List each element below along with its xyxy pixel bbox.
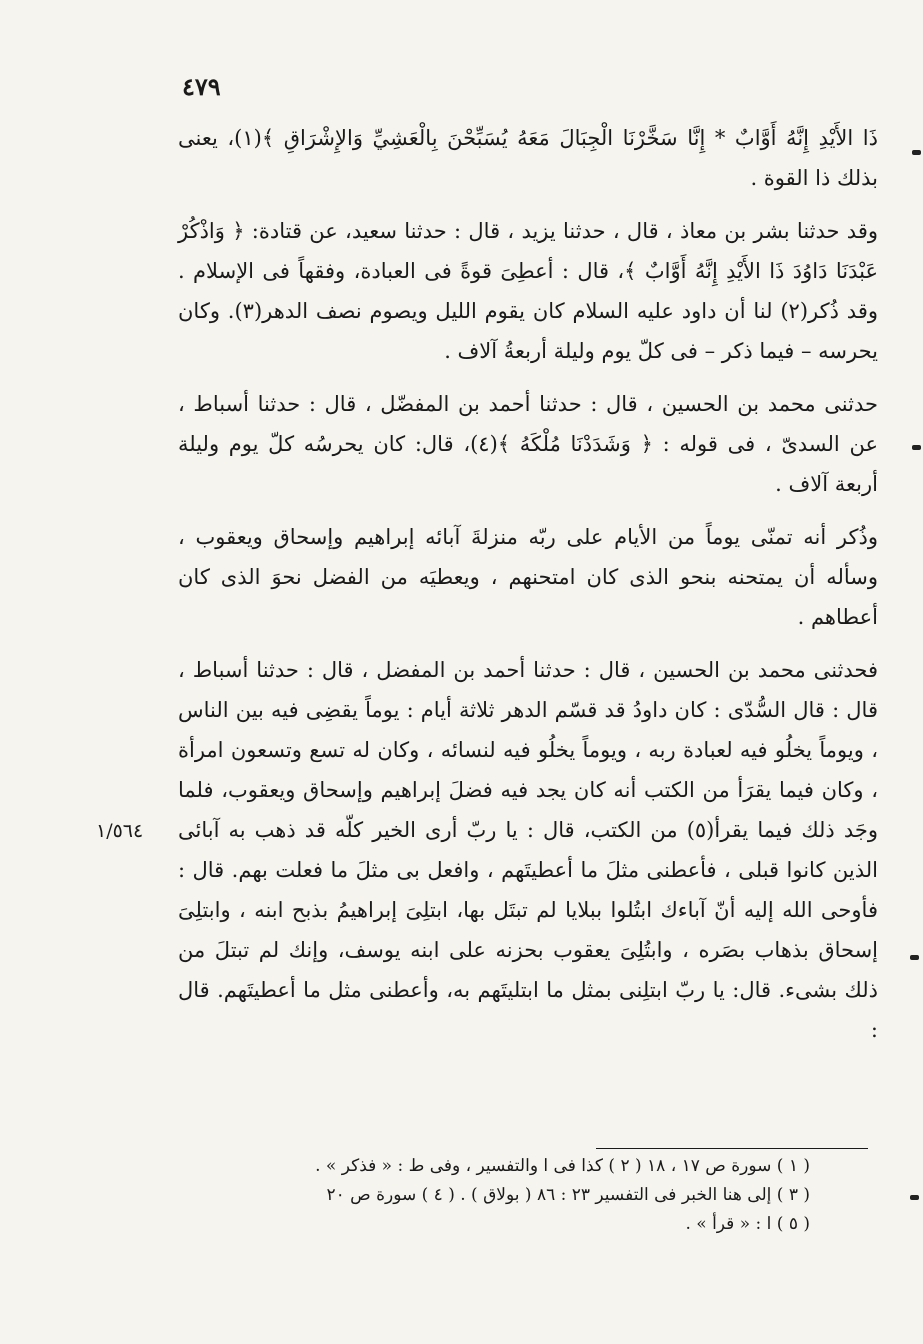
main-text xyxy=(178,118,878,1050)
margin-reference: ١/٥٦٤ xyxy=(96,820,144,842)
scan-edge-mark xyxy=(912,150,921,155)
paragraph-3: حدثنى محمد بن الحسين ، قال : حدثنا أحمد بن المفضّل ، قال : حدثنا أسباط ، عن السدىّ ، فى قوله : ﴿ وَشَدَدْنَا مُلْكَهُ ﴾(٤)، قال: كان يحرسُه كلّ يوم وليلة أربعة آلاف . xyxy=(178,392,878,496)
paragraph-4: وذُكر أنه تمنّى يوماً من الأيام على ربّه منزلةَ آبائه إبراهيم وإسحاق ويعقوب ، وسأله أن يمتحنه بنحو الذى كان امتحنهم ، ويعطيَه من الفضل نحوَ الذى كان أعطاهم . xyxy=(178,525,878,629)
paragraph-5: فحدثنى محمد بن الحسين ، قال : حدثنا أحمد بن المفضل ، قال : حدثنا أسباط ، قال : قال السُّدّى : كان داودُ قد قسّم الدهر ثلاثة أيام : يوماً يقضِى فيه بين الناس ، ويوماً يخلُو فيه لعبادة ربه ، ويوماً يخلُو فيه لنسائه ، وكان له تسع وتسعون امرأة ، وكان فيما يقرَأ من الكتب أنه كان يجد فيه فضلَ إبراهيم وإسحاق ويعقوب، فلما وجَد ذلك فيما يقرأ(٥) من الكتب، قال : يا ربّ أرى الخير كلّه قد ذهب به آبائى الذين كانوا قبلى ، فأعطنى مثلَ ما أعطيتَهم ، وافعل بى مثلَ ما فعلت بهم. قال : فأوحى الله إليه أنّ آباءك ابتُلوا ببلايا لم تبتَل بها، ابتلِىَ إبراهيمُ بذبح ابنه ، وابتلِىَ إسحاق بذهاب بصَره ، وابتُلِىَ يعقوب بحزنه على ابنه يوسف، وإنك لم تبتلَ من ذلك بشىء. قال: يا ربّ ابتلِنى بمثل ما ابتليتَهم به، وأعطنى مثل ما أعطيتَهم. قال : xyxy=(178,658,878,1042)
footnote-line-1: ( ١ ) سورة ص ١٧ ، ١٨ ( ٢ ) كذا فى ا والتفسير ، وفى ط : « فذكر » . xyxy=(315,1156,810,1176)
footnote-line-3: ( ٥ ) ا : « قرأ » . xyxy=(685,1214,810,1234)
footnote-divider xyxy=(596,1148,868,1149)
footnotes xyxy=(230,1152,810,1239)
scan-edge-mark xyxy=(910,1195,919,1200)
scan-edge-mark xyxy=(910,955,919,960)
paragraph-2: وقد حدثنا بشر بن معاذ ، قال ، حدثنا يزيد ، قال : حدثنا سعيد، عن قتادة: ﴿ وَاذْكُرْ عَبْدَنَا دَاوُدَ ذَا الأَيْدِ إِنَّهُ أَوَّابٌ ﴾، قال : أعطِىَ قوةً فى العبادة، وفقهاً فى الإسلام . وقد ذُكر(٢) لنا أن داود عليه السلام كان يقوم الليل ويصوم نصف الدهر(٣). وكان يحرسه – فيما ذكر – فى كلّ يوم وليلة أربعةُ آلاف . xyxy=(178,219,878,363)
scan-edge-mark xyxy=(912,445,921,450)
footnote-line-2: ( ٣ ) إلى هنا الخبر فى التفسير ٢٣ : ٨٦ ( بولاق ) . ( ٤ ) سورة ص ٢٠ xyxy=(326,1185,810,1205)
paragraph-1: ذَا الأَيْدِ إِنَّهُ أَوَّابٌ * إِنَّا سَخَّرْنَا الْجِبَالَ مَعَهُ يُسَبِّحْنَ بِالْعَشِيِّ وَالإِشْرَاقِ ﴾(١)، يعنى بذلك ذا القوة . xyxy=(178,126,878,190)
page-number: ٤٧٩ xyxy=(182,72,221,101)
